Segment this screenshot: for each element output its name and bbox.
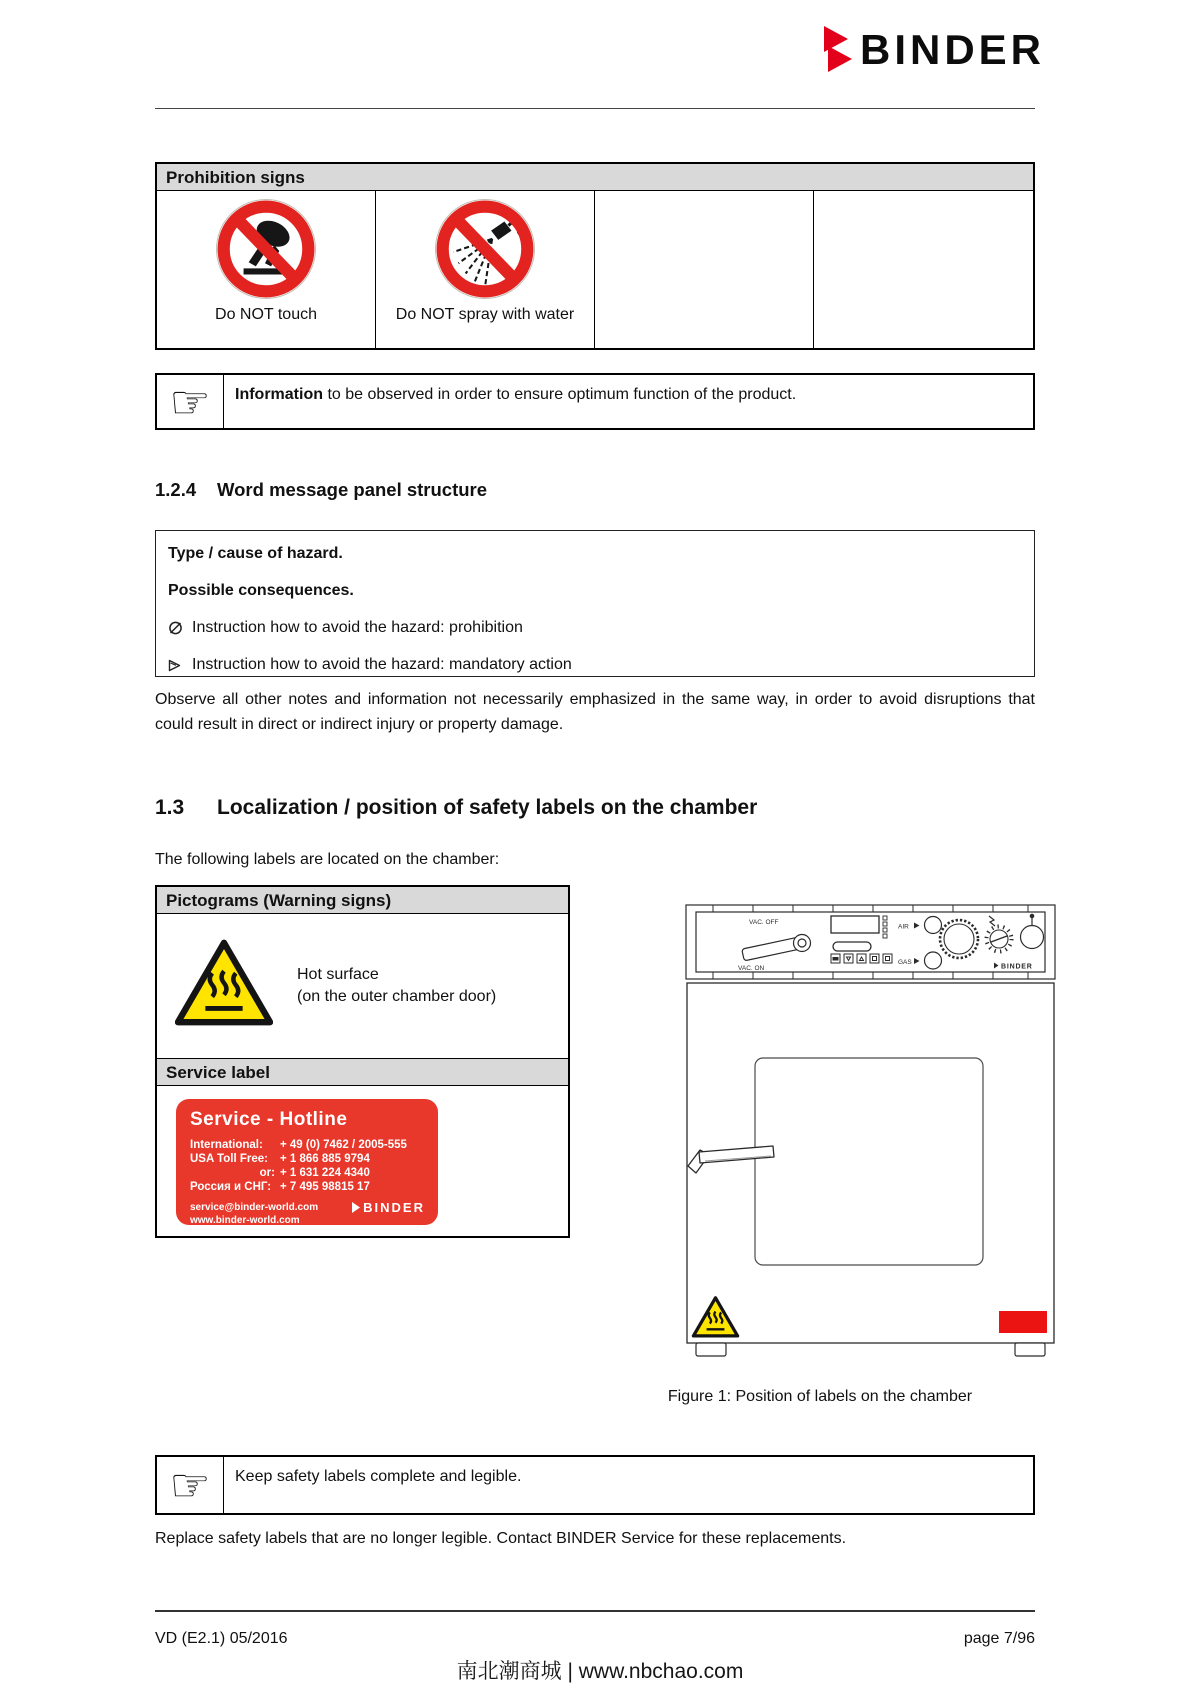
watermark: 南北潮商城 | www.nbchao.com [456,1660,744,1683]
info-note-keep-labels [155,1455,1035,1515]
prohibition-bullet-icon [168,617,192,642]
prohibition-cell-no-spray [376,191,595,348]
prohibition-signs-table [155,162,1035,350]
header-rule [155,108,1035,109]
info-note-icon-cell [157,375,224,428]
replace-paragraph: Replace safety labels that are no longer legible. Contact BINDER Service for these replacements. [155,1530,847,1547]
service-email: service@binder-world.com [190,1202,319,1213]
footer-page-number: page 7/96 [963,1630,1035,1647]
info-note-information [155,373,1035,430]
labels-intro-text: The following labels are located on the chamber: [155,851,500,868]
air-port-label: AIR [898,923,909,931]
panel-binder-brand: BINDER [1001,963,1033,971]
observe-paragraph: Observe all other notes and information not necessarily emphasized in the same way, in order to avoid disruptions that could result in direct or indirect injury or property damage. [155,691,1035,733]
service-label-row [157,1086,568,1235]
service-phone-row: International: + 49 (0) 7462 / 2005-555 [190,1139,407,1151]
hot-surface-warning-icon [175,936,273,1028]
pointing-hand-icon: ☞ [169,374,211,429]
prohibition-instruction-line: Instruction how to avoid the hazard: prohibition [168,617,1022,654]
section-title: Word message panel structure [217,479,488,500]
mandatory-action-instruction-line: Instruction how to avoid the hazard: mandatory action [168,654,1022,691]
pictograms-table-header: Pictograms (Warning signs) [157,887,568,914]
prohibition-table-header: Prohibition signs [157,164,1033,191]
chamber-foot-left [696,1343,726,1356]
vac-off-label: VAC. OFF [749,919,779,926]
section-heading-1-3 [155,796,757,820]
info-note-icon-cell [157,1457,224,1513]
service-website: www.binder-world.com [190,1214,300,1226]
binder-logo-mark-icon [822,26,854,74]
footer-rule [155,1610,1035,1612]
section-heading-1-2-4 [155,479,487,501]
chamber-drawing [683,903,1058,1357]
prohibition-cell-label: Do NOT touch [215,306,317,323]
consequences-line: Possible consequences. [168,582,354,599]
no-touch-icon [215,198,317,300]
word-message-panel [155,530,1035,677]
mandatory-action-bullet-icon [168,654,192,679]
hot-surface-row [157,914,568,1059]
prohibition-cell-label: Do NOT spray with water [395,306,575,323]
info-note-lead: Information [235,386,323,403]
section-number: 1.2.4 [155,479,197,500]
service-binder-brand: BINDER [352,1200,425,1215]
service-phone-row: USA Toll Free: + 1 866 885 9794 [190,1153,370,1165]
hot-surface-label: Hot surface (on the outer chamber door) [297,966,497,1005]
gas-port-label: GAS [898,959,912,966]
chamber-foot-right [1015,1343,1045,1356]
binder-triangle-icon [352,1202,360,1213]
prohibition-cell-no-touch [157,191,376,348]
hazard-type-line: Type / cause of hazard. [168,545,343,562]
prohibition-cell-empty [595,191,814,348]
prohibition-cell-empty [814,191,1033,348]
pictograms-table [155,885,570,1238]
prohibition-table-body [157,191,1033,348]
chamber-figure [683,903,1058,1357]
binder-logo [822,26,1045,74]
footer-document-id: VD (E2.1) 05/2016 [155,1630,288,1647]
service-hotline-label [176,1099,438,1225]
info-note-text: Information to be observed in order to ensure optimum function of the product. [235,386,797,403]
info-note-text: Keep safety labels complete and legible. [235,1468,522,1485]
service-label-header: Service label [157,1059,568,1086]
pointing-hand-icon: ☞ [169,1458,211,1512]
chamber-body [687,983,1054,1343]
section-number: 1.3 [155,796,185,819]
figure-caption: Figure 1: Position of labels on the chamber [667,1388,973,1405]
service-hotline-title: Service - Hotline [190,1109,348,1130]
section-title: Localization / position of safety labels on the chamber [217,796,758,819]
binder-logo-text: BINDER [860,26,1046,73]
service-phone-row: or: + 1 631 224 4340 [259,1167,370,1179]
service-phone-row: Россия и СНГ: + 7 495 98815 17 [190,1181,370,1193]
service-sticker [999,1311,1047,1333]
vac-on-label: VAC. ON [738,965,765,972]
no-spray-with-water-icon [434,198,536,300]
